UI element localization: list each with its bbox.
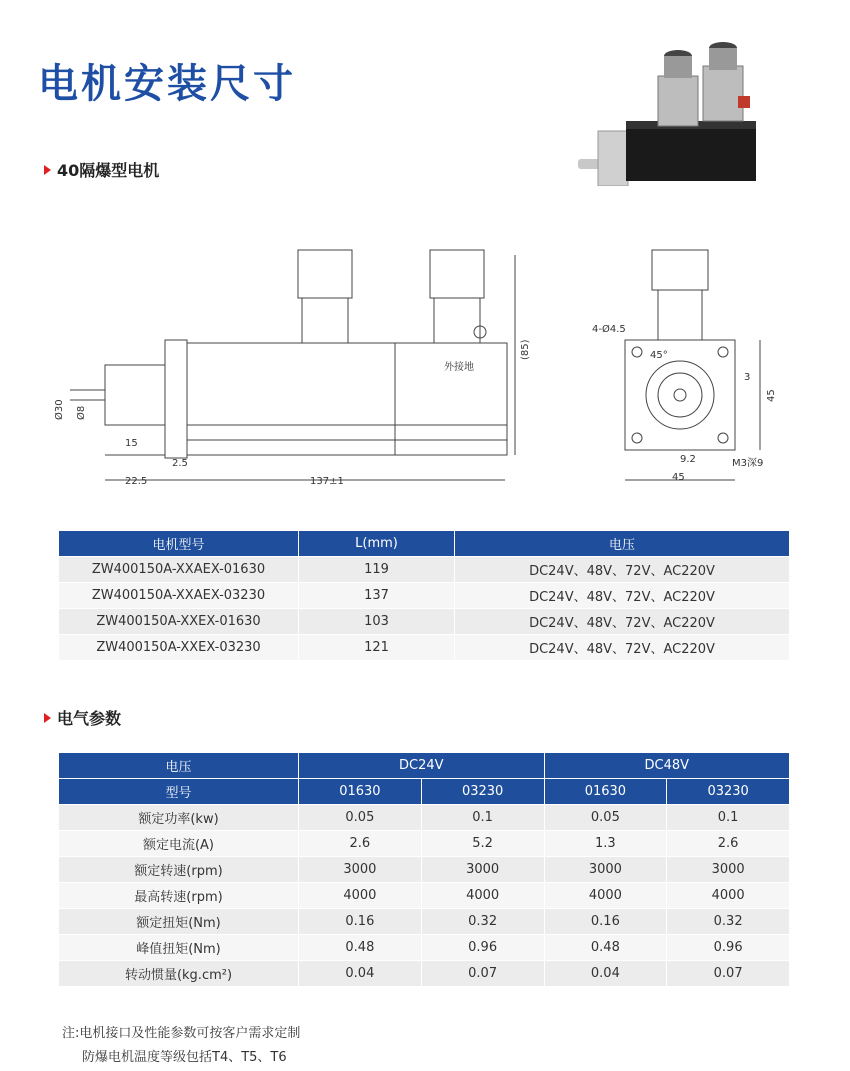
cell: 0.48 bbox=[299, 935, 422, 961]
dim-137: 137±1 bbox=[310, 476, 344, 487]
table-row bbox=[59, 961, 790, 987]
cell: DC24V、48V、72V、AC220V bbox=[455, 635, 790, 661]
cell: 额定电流(A) bbox=[59, 831, 299, 857]
cell: 0.96 bbox=[667, 935, 790, 961]
header-sub: 03230 bbox=[667, 779, 790, 805]
cell: 0.1 bbox=[667, 805, 790, 831]
cell: 3000 bbox=[421, 857, 544, 883]
cell: 2.6 bbox=[667, 831, 790, 857]
dim-angle: 45° bbox=[650, 350, 668, 361]
cell: 0.32 bbox=[421, 909, 544, 935]
motor-dimension-drawing bbox=[40, 240, 820, 500]
header-sub: 03230 bbox=[421, 779, 544, 805]
motor-photo bbox=[578, 36, 778, 186]
electrical-params-table bbox=[58, 752, 790, 987]
cell: 3000 bbox=[544, 857, 667, 883]
cell: 0.04 bbox=[299, 961, 422, 987]
dim-d30: Ø30 bbox=[54, 399, 65, 420]
cell: 0.07 bbox=[421, 961, 544, 987]
table-row bbox=[59, 609, 790, 635]
cell: ZW400150A-XXAEX-01630 bbox=[59, 557, 299, 583]
table-row bbox=[59, 805, 790, 831]
dim-9-2: 9.2 bbox=[680, 454, 696, 465]
section-heading-text: 40隔爆型电机 bbox=[57, 161, 160, 180]
cell: 2.6 bbox=[299, 831, 422, 857]
section-heading-motor bbox=[44, 158, 159, 181]
dim-d8: Ø8 bbox=[76, 405, 87, 420]
cell: 4000 bbox=[667, 883, 790, 909]
triangle-bullet-icon bbox=[44, 165, 51, 175]
dim-bottom-45: 45 bbox=[672, 472, 685, 483]
cell: 4000 bbox=[544, 883, 667, 909]
cell: 4000 bbox=[299, 883, 422, 909]
cell: 4000 bbox=[421, 883, 544, 909]
dim-85: (85) bbox=[520, 339, 531, 360]
table-row bbox=[59, 909, 790, 935]
cell: 0.05 bbox=[299, 805, 422, 831]
dim-22-5: 22.5 bbox=[125, 476, 148, 487]
dim-m3: M3深9 bbox=[732, 458, 764, 469]
dim-key-3: 3 bbox=[744, 372, 751, 383]
col-model: 电机型号 bbox=[59, 531, 299, 557]
cell: 5.2 bbox=[421, 831, 544, 857]
cell: 3000 bbox=[667, 857, 790, 883]
table-row bbox=[59, 831, 790, 857]
table-row bbox=[59, 583, 790, 609]
table-row bbox=[59, 635, 790, 661]
cell: 103 bbox=[299, 609, 455, 635]
cell: 121 bbox=[299, 635, 455, 661]
note-line-1: 注:电机接口及性能参数可按客户需求定制 bbox=[62, 1026, 301, 1041]
cell: 峰值扭矩(Nm) bbox=[59, 935, 299, 961]
cell: DC24V、48V、72V、AC220V bbox=[455, 609, 790, 635]
note-line-2: 防爆电机温度等级包括T4、T5、T6 bbox=[82, 1050, 287, 1065]
cell: 0.48 bbox=[544, 935, 667, 961]
dim-15: 15 bbox=[125, 438, 138, 449]
cell: 额定扭矩(Nm) bbox=[59, 909, 299, 935]
cell: ZW400150A-XXEX-03230 bbox=[59, 635, 299, 661]
cell: 0.05 bbox=[544, 805, 667, 831]
header-voltage: 电压 bbox=[59, 753, 299, 779]
cell: 额定功率(kw) bbox=[59, 805, 299, 831]
ground-label: 外接地 bbox=[444, 362, 474, 373]
header-sub: 01630 bbox=[299, 779, 422, 805]
page-title: 电机安装尺寸 bbox=[38, 61, 296, 107]
cell: DC24V、48V、72V、AC220V bbox=[455, 557, 790, 583]
cell: 0.16 bbox=[544, 909, 667, 935]
dim-2-5: 2.5 bbox=[172, 458, 188, 469]
table-row bbox=[59, 857, 790, 883]
cell: 0.16 bbox=[299, 909, 422, 935]
table-row bbox=[59, 883, 790, 909]
cell: ZW400150A-XXAEX-03230 bbox=[59, 583, 299, 609]
cell: 0.96 bbox=[421, 935, 544, 961]
cell: 119 bbox=[299, 557, 455, 583]
section-heading-text: 电气参数 bbox=[57, 709, 122, 728]
header-sub: 01630 bbox=[544, 779, 667, 805]
cell: 最高转速(rpm) bbox=[59, 883, 299, 909]
motor-model-table bbox=[58, 530, 790, 661]
header-dc48v: DC48V bbox=[544, 753, 790, 779]
col-voltage: 电压 bbox=[455, 531, 790, 557]
cell: 0.32 bbox=[667, 909, 790, 935]
dim-side-45: 45 bbox=[766, 389, 777, 402]
table-row bbox=[59, 935, 790, 961]
cell: 0.1 bbox=[421, 805, 544, 831]
cell: 1.3 bbox=[544, 831, 667, 857]
cell: 转动惯量(kg.cm²) bbox=[59, 961, 299, 987]
cell: DC24V、48V、72V、AC220V bbox=[455, 583, 790, 609]
cell: 0.07 bbox=[667, 961, 790, 987]
header-dc24v: DC24V bbox=[299, 753, 545, 779]
cell: 额定转速(rpm) bbox=[59, 857, 299, 883]
section-heading-electrical bbox=[44, 706, 121, 729]
cell: 137 bbox=[299, 583, 455, 609]
header-model: 型号 bbox=[59, 779, 299, 805]
triangle-bullet-icon bbox=[44, 713, 51, 723]
dim-holes: 4-Ø4.5 bbox=[592, 324, 626, 335]
col-length: L(mm) bbox=[299, 531, 455, 557]
cell: ZW400150A-XXEX-01630 bbox=[59, 609, 299, 635]
cell: 0.04 bbox=[544, 961, 667, 987]
cell: 3000 bbox=[299, 857, 422, 883]
table-row bbox=[59, 557, 790, 583]
